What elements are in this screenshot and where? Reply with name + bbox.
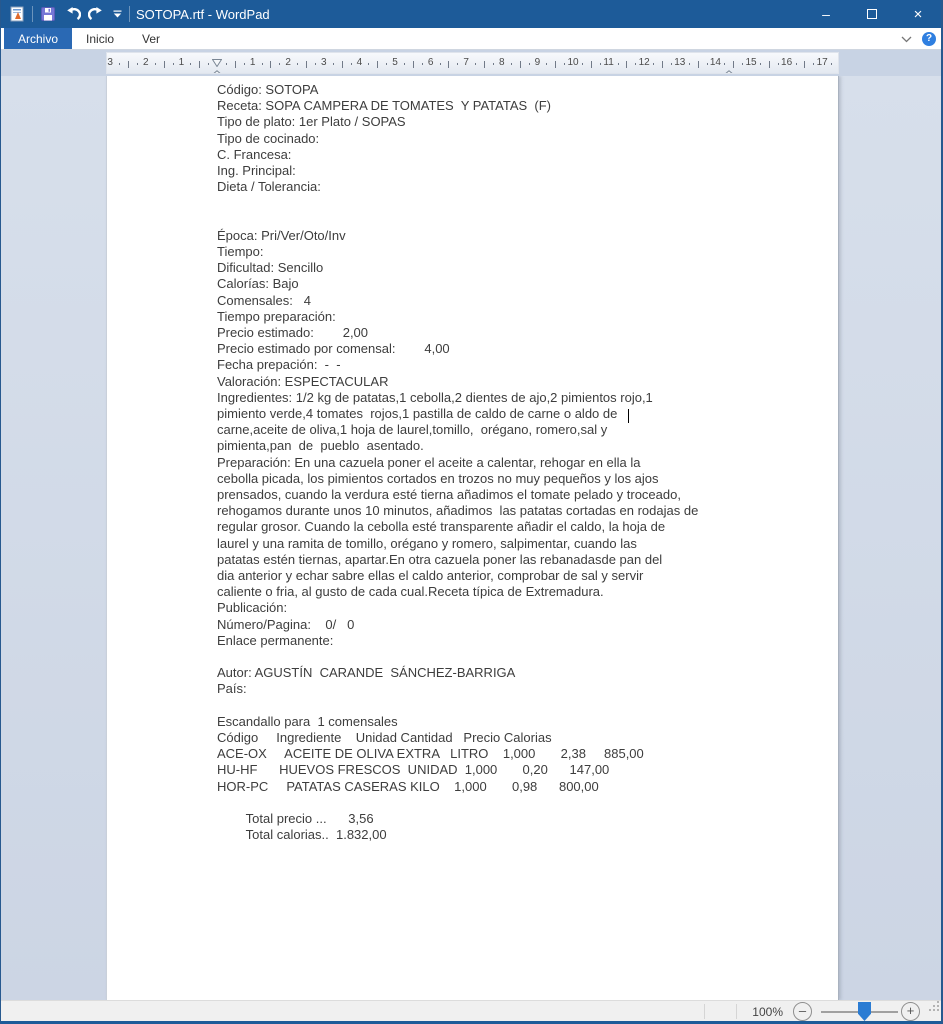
customize-toolbar-dropdown-icon[interactable] <box>111 4 123 24</box>
window-title: SOTOPA.rtf - WordPad <box>136 6 270 22</box>
ruler-tick <box>582 63 583 65</box>
ruler-tick <box>831 63 832 65</box>
tab-inicio[interactable]: Inicio <box>86 31 115 46</box>
doc-line: Escandallo para 1 comensales <box>217 713 398 729</box>
undo-icon[interactable] <box>63 4 81 24</box>
ruler-tick <box>778 63 779 65</box>
ruler-tick <box>235 61 236 68</box>
ruler-tick <box>618 63 619 65</box>
doc-line: Número/Pagina: 0/ 0 <box>217 616 355 632</box>
doc-line: C. Francesa: <box>217 146 292 162</box>
ruler-tick <box>244 63 245 65</box>
doc-line: rehogamos durante unos 10 minutos, añadimos las patatas cortadas en rodajas de <box>217 503 699 519</box>
doc-line: Comensales: 4 <box>217 292 311 308</box>
ribbon-right-controls <box>901 28 941 49</box>
ruler-tick <box>262 63 263 65</box>
ruler-tick <box>591 61 592 68</box>
statusbar-separator <box>736 1004 737 1019</box>
doc-line: cebolla picada, los pimientos cortados en trozos no muy pequeños y los ajos <box>217 470 659 486</box>
doc-line: Fecha prepación: - - <box>217 357 341 373</box>
doc-line: Tipo de cocinado: <box>217 130 320 146</box>
quick-access-toolbar <box>1 4 130 24</box>
doc-line: Dieta / Tolerancia: <box>217 179 321 195</box>
ruler-number: 4 <box>356 57 363 68</box>
doc-line: Valoración: ESPECTACULAR <box>217 373 389 389</box>
ruler-tick <box>315 63 316 65</box>
doc-line: Ing. Principal: <box>217 163 296 179</box>
ruler-tick <box>351 63 352 65</box>
doc-line: Preparación: En una cazuela poner el aceite a calentar, rehogar en ella la <box>217 454 641 470</box>
ruler-tick <box>119 63 120 65</box>
doc-line <box>217 649 838 665</box>
doc-line: Dificultad: Sencillo <box>217 260 324 276</box>
ruler-number: 11 <box>603 57 614 68</box>
ruler-tick <box>564 63 565 65</box>
toolbar-separator <box>32 6 33 22</box>
doc-line: Total precio ... 3,56 <box>217 811 374 827</box>
ruler-tick <box>733 61 734 68</box>
ruler-number: 6 <box>427 57 434 68</box>
ruler-tick <box>155 63 156 65</box>
ruler-number: 2 <box>285 57 291 68</box>
doc-line: Receta: SOPA CAMPERA DE TOMATES Y PATATAS (F) <box>217 98 551 114</box>
ruler-tick <box>600 63 601 65</box>
close-button[interactable]: × <box>913 5 923 23</box>
tab-ver[interactable]: Ver <box>142 31 161 46</box>
ruler-tick <box>297 63 298 65</box>
ruler-tick <box>137 63 138 65</box>
doc-line <box>217 195 838 211</box>
ruler-tick <box>662 61 663 68</box>
ruler-tick <box>546 63 547 65</box>
ruler-tick <box>626 61 627 68</box>
ruler-number: 1 <box>178 57 185 68</box>
maximize-button[interactable] <box>849 0 895 28</box>
ruler-number: 3 <box>321 57 327 68</box>
ruler-tick <box>173 63 174 65</box>
doc-line: caliente o fria, al gusto de cada cual.Receta típica de Extremadura. <box>217 584 604 600</box>
ruler-tick <box>270 61 271 68</box>
ruler-tick <box>164 61 165 68</box>
ruler-tick <box>813 63 814 65</box>
doc-line: Autor: AGUSTÍN CARANDE SÁNCHEZ-BARRIGA <box>217 665 516 681</box>
doc-line: carne,aceite de oliva,1 hoja de laurel,tomillo, orégano, romero,sal y <box>217 422 608 438</box>
ruler-tick <box>635 63 636 65</box>
ruler-tick <box>333 63 334 65</box>
ruler-number: 10 <box>567 57 579 68</box>
ruler-number: 16 <box>781 57 793 68</box>
ruler-number: 12 <box>638 57 650 68</box>
tab-archivo[interactable]: Archivo <box>4 28 72 49</box>
wordpad-app-icon[interactable] <box>8 4 26 24</box>
doc-line: País: <box>217 681 247 697</box>
status-bar <box>1 1000 941 1024</box>
doc-line: Código Ingrediente Unidad Cantidad Precio Calorias <box>217 730 552 746</box>
ruler-tick <box>475 63 476 65</box>
ruler-tick <box>707 63 708 65</box>
zoom-level: 100% <box>752 1005 783 1019</box>
ruler-tick <box>306 61 307 68</box>
statusbar-separator <box>704 1004 705 1019</box>
ruler-tick <box>742 63 743 65</box>
ruler-tick <box>484 61 485 68</box>
ruler-tick <box>555 61 556 68</box>
ruler-tick <box>199 61 200 68</box>
ruler-tick <box>671 63 672 65</box>
ruler-tick <box>689 63 690 65</box>
ruler-number: 3 <box>107 57 113 68</box>
doc-line: Ingredientes: 1/2 kg de patatas,1 cebolla,2 dientes de ajo,2 pimientos rojo,1 <box>217 389 653 405</box>
hanging-indent-marker[interactable] <box>212 66 222 74</box>
doc-line <box>217 698 838 714</box>
doc-line: Calorías: Bajo <box>217 276 299 292</box>
ruler-tick <box>724 63 725 65</box>
doc-line: Total calorias.. 1.832,00 <box>217 827 387 843</box>
title-bar <box>1 0 941 28</box>
ruler-tick <box>760 63 761 65</box>
doc-line: patatas estén tiernas, apartar.En otra cazuela poner las rebanadasde pan del <box>217 551 663 567</box>
resize-grip[interactable] <box>927 999 940 1017</box>
ruler-tick <box>511 63 512 65</box>
zoom-out-button[interactable]: – <box>793 1002 812 1021</box>
ruler-tick <box>279 63 280 65</box>
ruler-tick <box>342 61 343 68</box>
ruler-tick <box>422 63 423 65</box>
maximize-icon <box>867 9 877 19</box>
doc-line: HU-HF HUEVOS FRESCOS UNIDAD 1,000 0,20 147,00 <box>217 762 610 778</box>
ruler-number: 15 <box>745 57 757 68</box>
ruler-tick <box>520 61 521 68</box>
ruler-row <box>1 50 941 76</box>
document-page[interactable] <box>106 76 839 1000</box>
ruler-number: 5 <box>392 57 398 68</box>
help-icon[interactable]: ? <box>922 32 936 46</box>
ruler-number: 14 <box>709 57 721 68</box>
doc-line: ACE-OX ACEITE DE OLIVA EXTRA LITRO 1,000 2,38 885,00 <box>217 746 644 762</box>
ruler-tick <box>804 61 805 68</box>
ruler-tick <box>377 61 378 68</box>
toolbar-separator <box>129 6 130 22</box>
ruler-number: 8 <box>499 57 505 68</box>
doc-line: Publicación: <box>217 600 288 616</box>
doc-line: Tiempo: <box>217 244 264 259</box>
ruler-tick <box>457 63 458 65</box>
ruler-number: 17 <box>816 57 828 68</box>
ruler-tick <box>440 63 441 65</box>
doc-line: Tiempo preparación: <box>217 308 336 324</box>
doc-line: HOR-PC PATATAS CASERAS KILO 1,000 0,98 800,00 <box>217 778 599 794</box>
doc-line: dia anterior y echar sabre ellas el caldo anterior, comprobar de sal y servir <box>217 568 644 584</box>
doc-line: Código: SOTOPA <box>217 82 319 97</box>
ruler-tick <box>698 61 699 68</box>
ruler-tick <box>386 63 387 65</box>
expand-ribbon-chevron-icon[interactable] <box>901 30 912 48</box>
doc-line: prensados, cuando la verdura esté tierna añadimos el tomate pelado y troceado, <box>217 487 681 503</box>
doc-line: regular grosor. Cuando la cebolla esté transparente añadir el caldo, la hoja de <box>217 519 666 535</box>
ruler-tick <box>128 61 129 68</box>
ruler-tick <box>796 63 797 65</box>
ruler-tick <box>493 63 494 65</box>
doc-line <box>217 212 838 228</box>
ruler-number: 7 <box>463 57 469 68</box>
doc-line: Precio estimado: 2,00 <box>217 325 369 341</box>
ruler-tick <box>413 61 414 68</box>
doc-line: Época: Pri/Ver/Oto/Inv <box>217 227 346 243</box>
save-icon[interactable] <box>39 4 57 24</box>
ruler[interactable] <box>106 52 839 74</box>
doc-line <box>217 795 838 811</box>
ruler-tick <box>769 61 770 68</box>
ruler-tick <box>529 63 530 65</box>
ruler-tick <box>208 63 209 65</box>
ruler-tick <box>226 63 227 65</box>
doc-line: pimiento verde,4 tomates rojos,1 pastilla de caldo de carne o aldo de <box>217 406 618 422</box>
ruler-number: 13 <box>674 57 686 68</box>
window-controls <box>803 0 941 28</box>
ribbon-tab-row <box>1 28 941 50</box>
ruler-tick <box>368 63 369 65</box>
doc-line: Enlace permanente: <box>217 632 334 648</box>
ruler-tick <box>404 63 405 65</box>
ruler-tick <box>653 63 654 65</box>
doc-line: Tipo de plato: 1er Plato / SOPAS <box>217 114 406 130</box>
minimize-button[interactable]: – <box>822 6 830 22</box>
ruler-number: 1 <box>249 57 256 68</box>
ruler-tick <box>448 61 449 68</box>
text-caret <box>628 409 629 423</box>
redo-icon[interactable] <box>87 4 105 24</box>
ruler-number: 9 <box>534 57 541 68</box>
zoom-in-button[interactable]: + <box>901 1002 920 1021</box>
doc-line: Precio estimado por comensal: 4,00 <box>217 341 450 357</box>
ruler-number: 2 <box>143 57 149 68</box>
ruler-tick <box>190 63 191 65</box>
document-area <box>1 76 941 1000</box>
zoom-slider-thumb[interactable] <box>858 1002 871 1021</box>
doc-line: pimienta,pan de pueblo asentado. <box>217 438 424 454</box>
doc-line: laurel y una ramita de tomillo, orégano y romero, salpimentar, cuando las <box>217 535 637 551</box>
document-text <box>107 76 838 843</box>
